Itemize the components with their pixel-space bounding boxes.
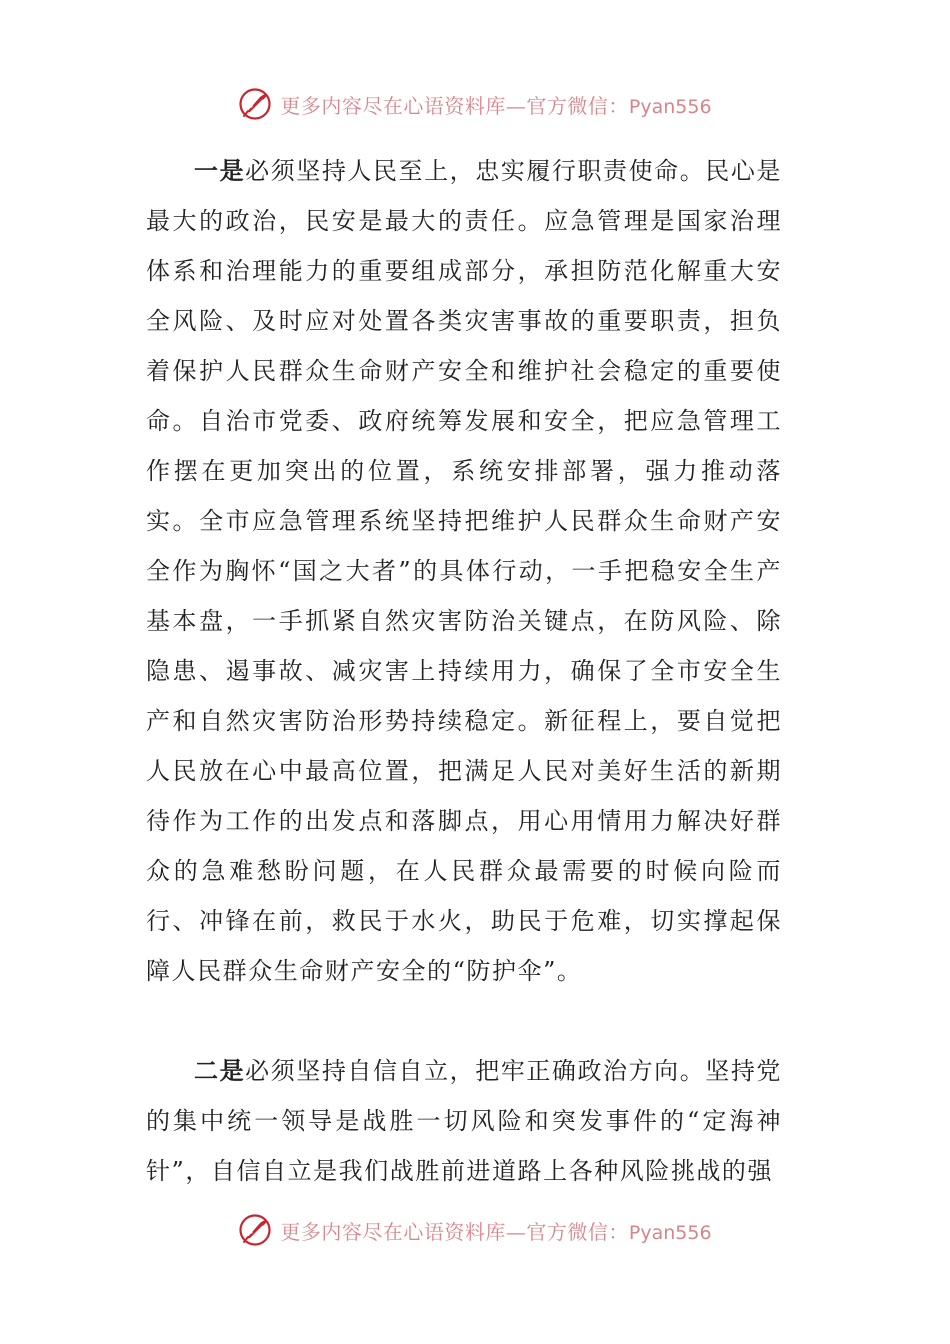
header-banner-text — [280, 90, 711, 119]
footer-wechat-handle: Pyan556 — [628, 1221, 712, 1244]
paragraph-2 — [146, 1046, 782, 1196]
quill-seal-logo-icon — [238, 87, 272, 121]
header-wechat-handle: Pyan556 — [628, 95, 712, 118]
paragraph-2-lead: 二是 — [194, 1056, 246, 1085]
header-watermark-banner — [0, 84, 950, 124]
paragraph-1 — [146, 146, 782, 996]
paragraph-1-lead: 一是 — [194, 156, 246, 185]
paragraph-2-text: 必须坚持自信自立，把牢正确政治方向。坚持党的集中统一领导是战胜一切风险和突发事件的“定海神针”，自信自立是我们战胜前进道路上各种风险挑战的强 — [146, 1057, 782, 1185]
paragraph-1-text: 必须坚持人民至上，忠实履行职责使命。民心是最大的政治，民安是最大的责任。应急管理是国家治理体系和治理能力的重要组成部分，承担防范化解重大安全风险、及时应对处置各类灾害事故的重要职责，担负着保护人民群众生命财产安全和维护社会稳定的重要使命。自治市党委、政府统筹发展和安全，把应急管理工作摆在更加突出的位置，系统安排部署，强力推动落实。全市应急管理系统坚持把维护人民群众生命财产安全作为胸怀“国之大者”的具体行动，一手把稳安全生产基本盘，一手抓紧自然灾害防治关键点，在防风险、除隐患、遏事故、减灾害上持续用力，确保了全市安全生产和自然灾害防治形势持续稳定。新征程上，要自觉把人民放在心中最高位置，把满足人民对美好生活的新期待作为工作的出发点和落脚点，用心用情用力解决好群众的急难愁盼问题，在人民群众最需要的时候向险而行、冲锋在前，救民于水火，助民于危难，切实撑起保障人民群众生命财产安全的“防护伞”。 — [146, 157, 782, 985]
document-body — [146, 146, 782, 1196]
footer-watermark-banner — [0, 1210, 950, 1250]
footer-site-text: 更多内容尽在心语资料库—官方微信： — [280, 1219, 629, 1244]
quill-seal-logo-icon — [238, 1213, 272, 1247]
footer-banner-text — [280, 1216, 711, 1245]
header-site-text: 更多内容尽在心语资料库—官方微信： — [280, 93, 629, 118]
